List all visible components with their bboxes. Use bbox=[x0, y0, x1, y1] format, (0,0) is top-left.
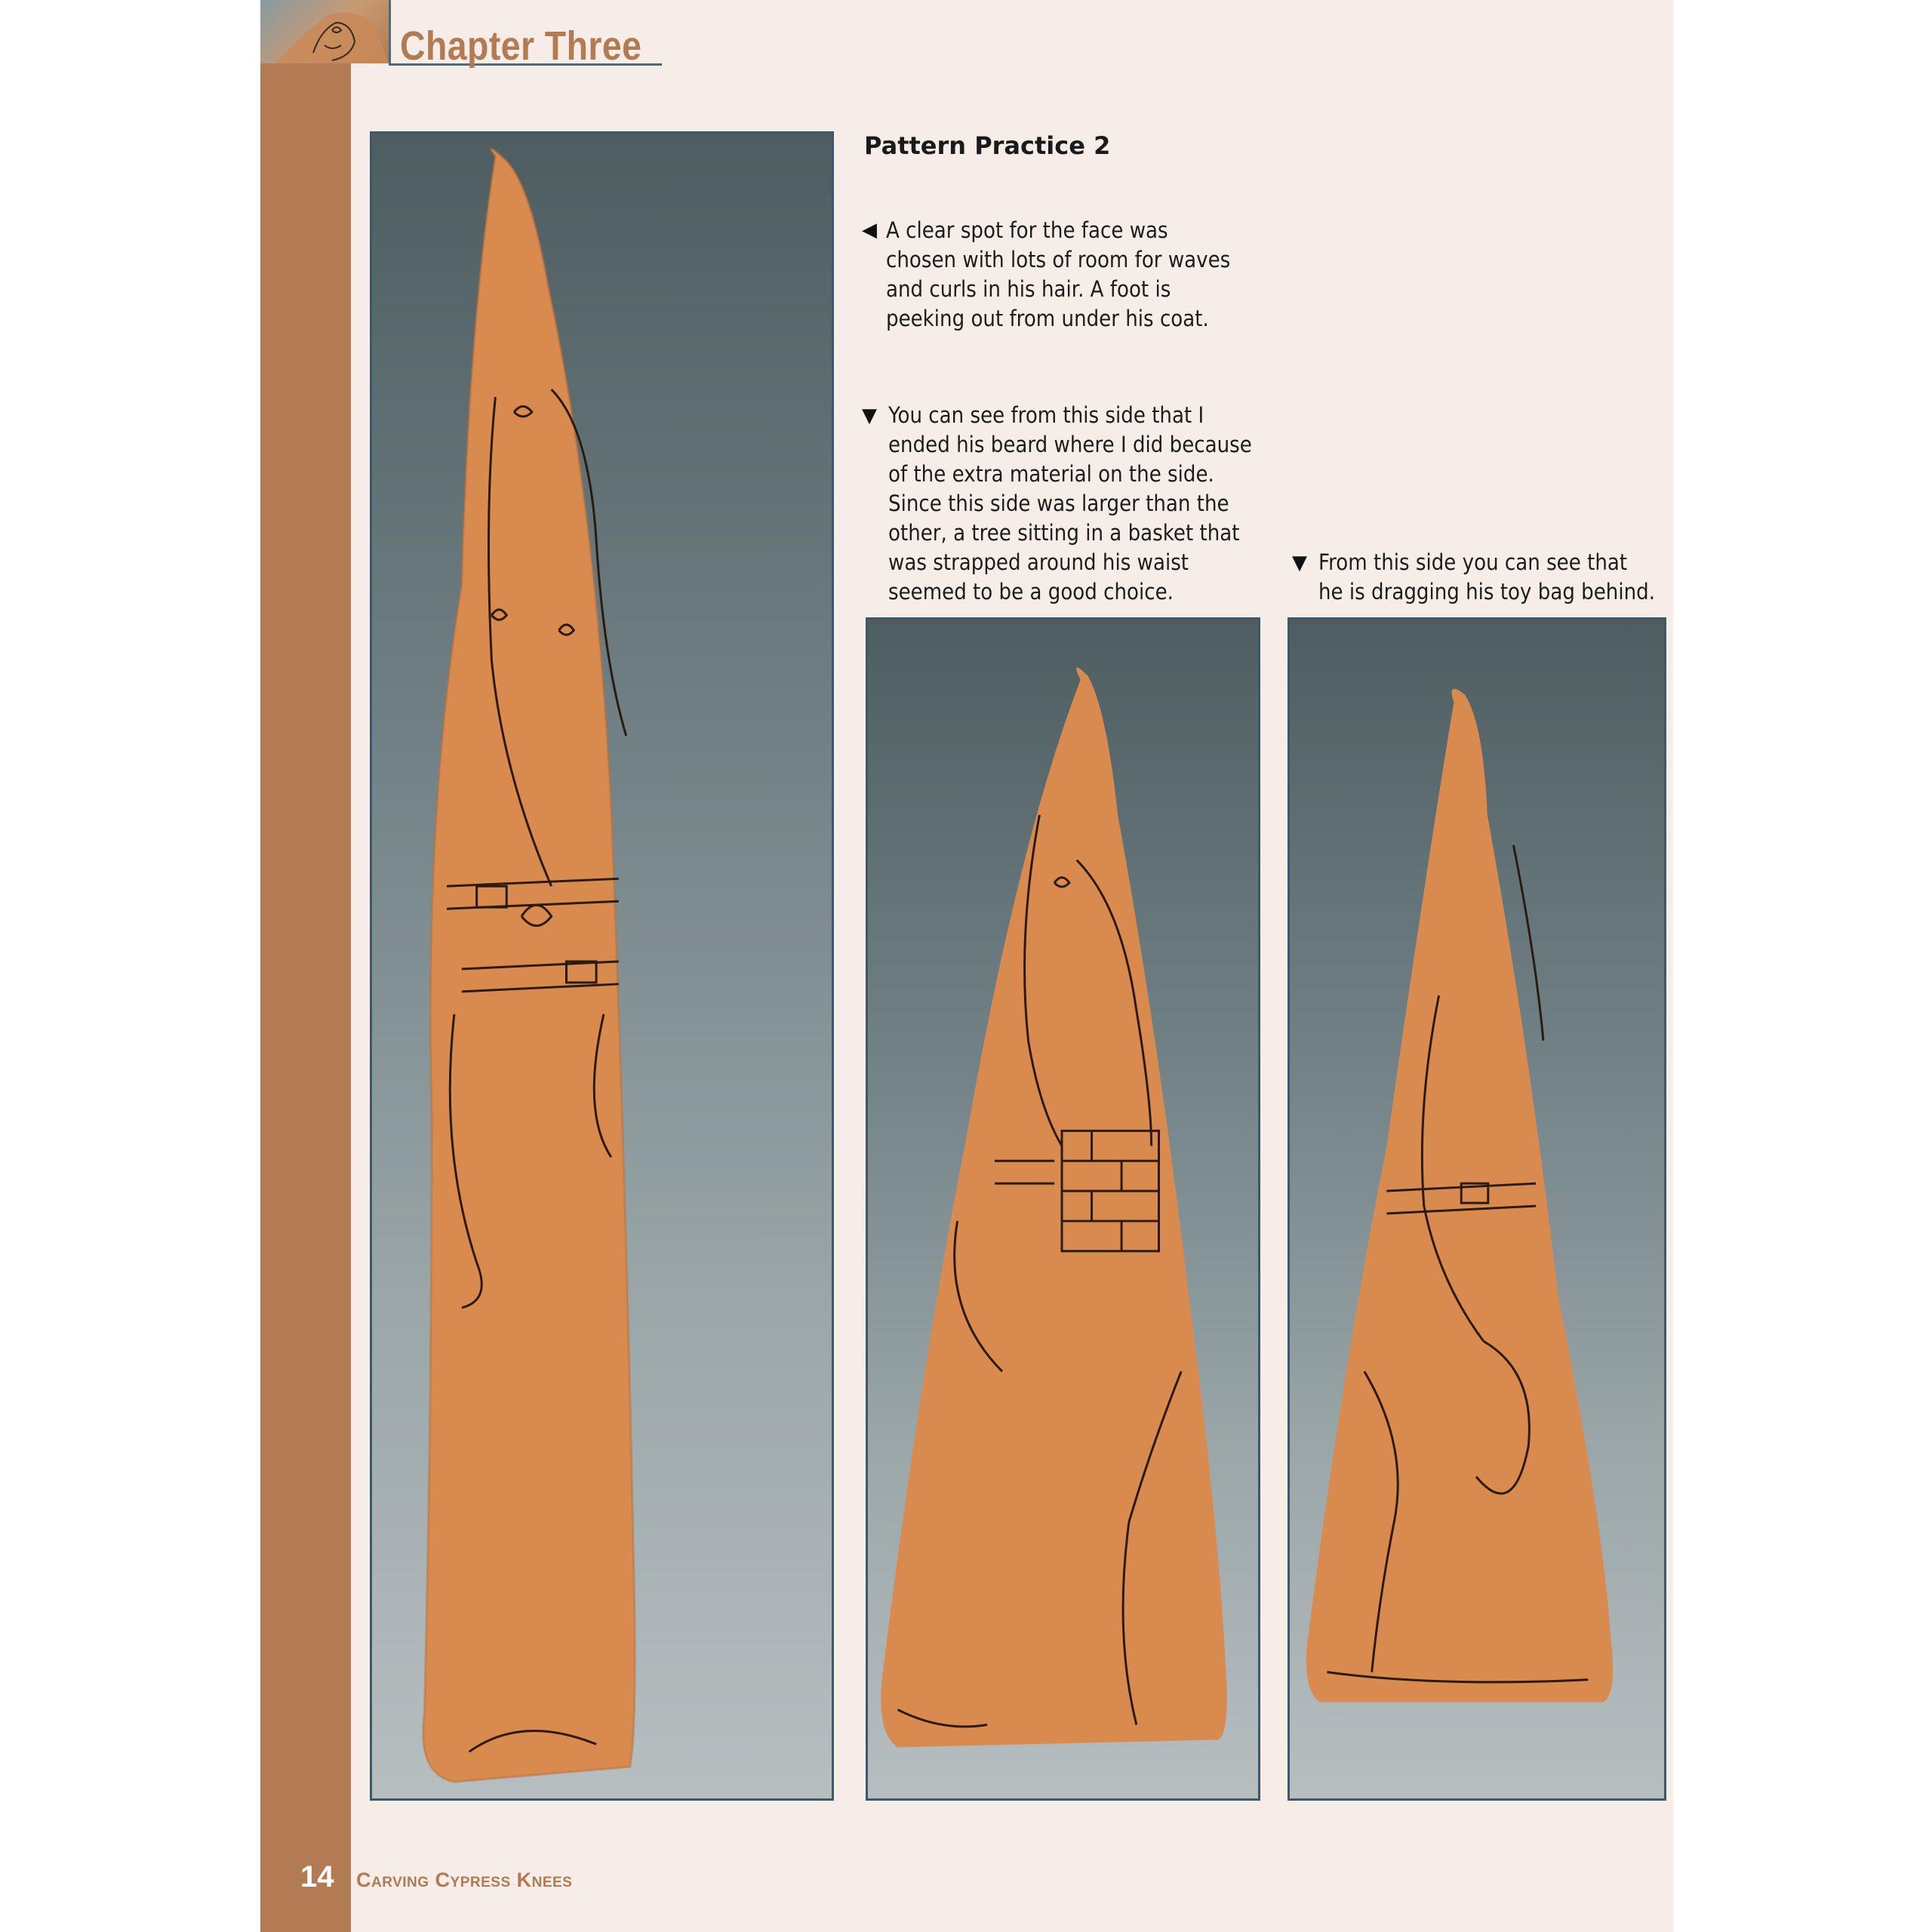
down-arrow-icon: ▼ bbox=[862, 405, 877, 427]
caption-line: seemed to be a good choice. bbox=[888, 579, 1174, 605]
caption-line: ended his beard where I did because bbox=[888, 432, 1252, 457]
caption-line: he is dragging his toy bag behind. bbox=[1318, 579, 1656, 605]
down-arrow-icon: ▼ bbox=[1292, 552, 1307, 574]
caption-line: Since this side was larger than the bbox=[888, 491, 1229, 516]
caption-line: other, a tree sitting in a basket that bbox=[888, 520, 1240, 546]
page-number: 14 bbox=[300, 1860, 334, 1894]
left-arrow-icon: ◀ bbox=[862, 219, 877, 242]
caption-line: chosen with lots of room for waves bbox=[886, 247, 1231, 272]
caption-line: A clear spot for the face was bbox=[886, 217, 1168, 243]
chapter-thumbnail bbox=[260, 0, 389, 63]
caption-line: was strapped around his waist bbox=[888, 549, 1189, 575]
running-footer-title: Carving Cypress Knees bbox=[356, 1869, 573, 1891]
caption-front-view bbox=[886, 216, 1230, 334]
side-bar bbox=[260, 63, 351, 1932]
caption-line: You can see from this side that I bbox=[888, 402, 1204, 428]
caption-basket-side bbox=[888, 401, 1252, 607]
chapter-title: Chapter Three bbox=[400, 23, 642, 69]
carving-photo-front bbox=[370, 131, 834, 1801]
carving-photo-side-basket bbox=[866, 617, 1260, 1801]
header-divider-vertical bbox=[389, 0, 391, 65]
caption-bag-side bbox=[1318, 548, 1655, 607]
section-heading: Pattern Practice 2 bbox=[864, 131, 1111, 160]
carving-photo-side-bag bbox=[1287, 617, 1666, 1801]
caption-line: and curls in his hair. A foot is bbox=[886, 276, 1171, 302]
caption-line: peeking out from under his coat. bbox=[886, 306, 1209, 331]
caption-line: of the extra material on the side. bbox=[888, 461, 1214, 487]
caption-line: From this side you can see that bbox=[1318, 549, 1628, 575]
